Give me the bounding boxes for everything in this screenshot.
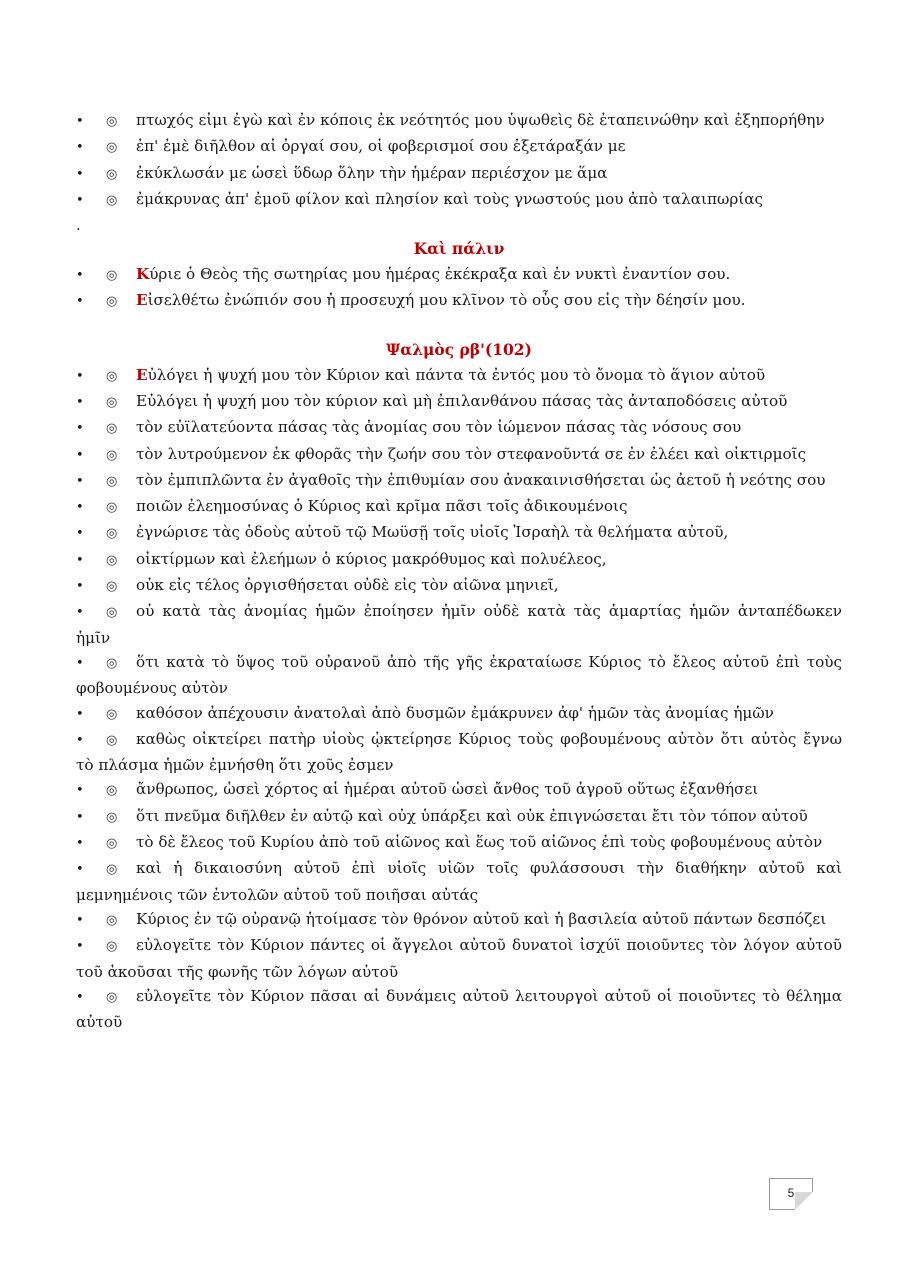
verse-text: καθὼς οἰκτείρει πατὴρ υἱοὺς ᾠκτείρησε Κύριος τοὺς φοβουμένους αὐτὸν ὅτι αὐτὸς ἔγνω τὸ πλάσμα ἡμῶν ἐμνήσθη ὅτι χοῦς ἐσμεν <box>76 729 842 775</box>
verse-text: ἐπ' ἐμὲ διῆλθον αἱ ὀργαί σου, οἱ φοβερισμοί σου ἐξετάραξάν με <box>136 137 626 156</box>
verse-text: ὅτι πνεῦμα διῆλθεν ἐν αὐτῷ καὶ οὐχ ὑπάρξει καὶ οὐκ ἐπιγνώσεται ἔτι τὸν τόπον αὐτοῦ <box>136 806 808 825</box>
spiral-icon: ◎ <box>106 267 118 283</box>
initial-letter: Ε <box>136 365 148 384</box>
bullet-icon: • <box>76 140 84 156</box>
verse-text: τὸν εὐϊλατεύοντα πάσας τὰς ἀνομίας σου τὸν ἰώμενον πάσας τὰς νόσους σου <box>136 418 742 437</box>
spiral-icon: ◎ <box>106 552 118 568</box>
document-page <box>76 108 842 1034</box>
verse-line <box>76 363 842 389</box>
bullet-icon: • <box>76 526 84 542</box>
spiral-icon: ◎ <box>106 447 118 463</box>
bullet-icon: • <box>76 421 84 437</box>
verse-text: καὶ ἡ δικαιοσύνη αὐτοῦ ἐπὶ υἱοῖς υἱῶν τοῖς φυλάσσουσι τὴν διαθήκην αὐτοῦ καὶ μεμνημένοις τῶν ἐντολῶν αὐτοῦ τοῦ ποιῆσαι αὐτάς <box>76 859 842 904</box>
initial-letter: Κ <box>136 264 150 283</box>
spiral-icon: ◎ <box>106 836 118 852</box>
spiral-icon: ◎ <box>106 294 118 310</box>
verse-text: ὐλόγει ἡ ψυχή μου τὸν Κύριον καὶ πάντα τὰ ἐντός μου τὸ ὄνομα τὸ ἅγιον αὐτοῦ <box>147 365 766 384</box>
verse-line <box>76 520 842 546</box>
verse-text: πτωχός εἰμι ἐγὼ καὶ ἐν κόποις ἐκ νεότητός μου ὑψωθεὶς δὲ ἐταπεινώθην καὶ ἐξηπορήθην <box>136 111 825 129</box>
spiral-icon: ◎ <box>106 655 118 671</box>
verse-line <box>76 547 842 573</box>
verse-text: ἐκύκλωσάν με ὡσεὶ ὕδωρ ὅλην τὴν ἡμέραν περιέσχον με ἅμα <box>136 163 608 182</box>
verse-text: ἐμάκρυνας ἀπ' ἐμοῦ φίλον καὶ πλησίον καὶ τοὺς γνωστούς μου ἀπὸ ταλαιπωρίας <box>136 189 764 208</box>
spiral-icon: ◎ <box>106 394 118 410</box>
verse-line <box>76 442 842 468</box>
bullet-icon: • <box>76 579 84 595</box>
bullet-icon: • <box>76 989 84 1005</box>
bullet-icon: • <box>76 114 84 129</box>
verse-text: εὐλογεῖτε τὸν Κύριον πᾶσαι αἱ δυνάμεις αὐτοῦ λειτουργοὶ αὐτοῦ οἱ ποιοῦντες τὸ θέλημα αὐτοῦ <box>76 986 842 1032</box>
spiral-icon: ◎ <box>106 114 118 129</box>
verse-line <box>76 389 842 415</box>
verse-text: οὐ κατὰ τὰς ἀνομίας ἡμῶν ἐποίησεν ἡμῖν οὐδὲ κατὰ τὰς ἁμαρτίας ἡμῶν ἀνταπέδωκεν ἡμῖν <box>76 602 842 647</box>
stray-period: . <box>76 216 81 235</box>
page-number: 5 <box>769 1178 813 1210</box>
spiral-icon: ◎ <box>106 862 118 878</box>
spiral-icon: ◎ <box>106 579 118 595</box>
bullet-icon: • <box>76 783 84 799</box>
verse-line <box>76 777 842 803</box>
verse-text: οἰκτίρμων καὶ ἐλεήμων ὁ κύριος μακρόθυμος καὶ πολυέλεος, <box>136 549 607 568</box>
verse-text: ποιῶν ἐλεημοσύνας ὁ Κύριος καὶ κρῖμα πᾶσι τοῖς ἀδικουμένοις <box>136 497 628 516</box>
verse-line <box>76 933 842 984</box>
verse-line <box>76 599 842 650</box>
section-heading: Καὶ πάλιν <box>413 239 505 259</box>
verse-text: Κύριος ἐν τῷ οὐρανῷ ἡτοίμασε τὸν θρόνον αὐτοῦ καὶ ἡ βασιλεία αὐτοῦ πάντων δεσπόζει <box>136 909 827 928</box>
verse-text: εὐλογεῖτε τὸν Κύριον πάντες οἱ ἄγγελοι αὐτοῦ δυνατοὶ ἰσχύϊ ποιοῦντες τὸν λόγον αὐτοῦ τοῦ ἀκοῦσαι τῆς φωνῆς τῶν λόγων αὐτοῦ <box>76 936 842 981</box>
verse-text: καθόσον ἀπέχουσιν ἀνατολαὶ ἀπὸ δυσμῶν ἐμάκρυνεν ἀφ' ἡμῶν τὰς ἀνομίας ἡμῶν <box>136 703 774 722</box>
spiral-icon: ◎ <box>106 140 118 156</box>
verse-line <box>76 830 842 856</box>
spiral-icon: ◎ <box>106 605 118 621</box>
psalm-heading: Ψαλμὸς ρβ'(102) <box>386 340 532 360</box>
verse-line <box>76 187 842 213</box>
bullet-icon: • <box>76 862 84 878</box>
spiral-icon: ◎ <box>106 939 118 955</box>
verse-line <box>76 804 842 830</box>
verse-text: ὅτι κατὰ τὸ ὕψος τοῦ οὐρανοῦ ἀπὸ τῆς γῆς ἐκραταίωσε Κύριος τὸ ἔλεος αὐτοῦ ἐπὶ τοὺς φοβουμένους αὐτὸν <box>76 652 842 698</box>
bullet-icon: • <box>76 473 84 489</box>
spiral-icon: ◎ <box>106 809 118 825</box>
verse-text: Εὐλόγει ἡ ψυχή μου τὸν κύριον καὶ μὴ ἐπιλανθάνου πάσας τὰς ἀνταποδόσεις αὐτοῦ <box>136 391 788 410</box>
verse-line <box>76 701 842 727</box>
verse-line <box>76 108 842 134</box>
spiral-icon: ◎ <box>106 166 118 182</box>
spiral-icon: ◎ <box>106 783 118 799</box>
verse-line <box>76 161 842 187</box>
psalm-verses <box>76 389 842 1034</box>
spiral-icon: ◎ <box>106 473 118 489</box>
verse-text: ἐγνώρισε τὰς ὁδοὺς αὐτοῦ τῷ Μωϋσῇ τοῖς υἱοῖς Ἰσραὴλ τὰ θελήματα αὐτοῦ, <box>136 523 729 542</box>
verse-line <box>76 415 842 441</box>
spiral-icon: ◎ <box>106 192 118 208</box>
verse-line <box>76 907 842 933</box>
verse-line <box>76 288 842 314</box>
bullet-icon: • <box>76 500 84 516</box>
spiral-icon: ◎ <box>106 732 118 748</box>
verse-line <box>76 494 842 520</box>
bullet-icon: • <box>76 166 84 182</box>
verse-text: τὸν ἐμπιπλῶντα ἐν ἀγαθοῖς τὴν ἐπιθυμίαν σου ἀνακαινισθήσεται ὡς ἀετοῦ ἡ νεότης σου <box>136 470 826 489</box>
bullet-icon: • <box>76 732 84 748</box>
spiral-icon: ◎ <box>106 368 118 384</box>
bullet-icon: • <box>76 706 84 722</box>
bullet-icon: • <box>76 368 84 384</box>
bullet-icon: • <box>76 836 84 852</box>
verse-text: ἰσελθέτω ἐνώπιόν σου ἡ προσευχή μου κλῖνον τὸ οὖς σου εἰς τὴν δέησίν μου. <box>147 291 746 310</box>
bullet-icon: • <box>76 605 84 621</box>
verse-line <box>76 262 842 288</box>
verse-line <box>76 573 842 599</box>
bullet-icon: • <box>76 655 84 671</box>
bullet-icon: • <box>76 447 84 463</box>
verse-text: οὐκ εἰς τέλος ὀργισθήσεται οὐδὲ εἰς τὸν αἰῶνα μηνιεῖ, <box>136 576 559 595</box>
verse-text: ύριε ὁ Θεὸς τῆς σωτηρίας μου ἡμέρας ἐκέκραξα καὶ ἐν νυκτὶ ἐναντίον σου. <box>149 264 731 283</box>
initial-letter: Ε <box>136 291 148 310</box>
verse-line <box>76 727 842 778</box>
verse-line <box>76 856 842 907</box>
spiral-icon: ◎ <box>106 526 118 542</box>
bullet-icon: • <box>76 267 84 283</box>
verse-text: ἄνθρωπος, ὡσεὶ χόρτος αἱ ἡμέραι αὐτοῦ ὡσεὶ ἄνθος τοῦ ἀγροῦ οὕτως ἐξανθήσει <box>136 780 759 799</box>
bullet-icon: • <box>76 939 84 955</box>
spiral-icon: ◎ <box>106 706 118 722</box>
bullet-icon: • <box>76 394 84 410</box>
bullet-icon: • <box>76 552 84 568</box>
spiral-icon: ◎ <box>106 421 118 437</box>
verse-line <box>76 650 842 701</box>
verse-text: τὸν λυτρούμενον ἐκ φθορᾶς τὴν ζωήν σου τὸν στεφανοῦντά σε ἐν ἐλέει καὶ οἰκτιρμοῖς <box>136 444 807 463</box>
bullet-icon: • <box>76 912 84 928</box>
verse-line <box>76 984 842 1035</box>
verse-line <box>76 468 842 494</box>
spiral-icon: ◎ <box>106 912 118 928</box>
verse-line <box>76 134 842 160</box>
spiral-icon: ◎ <box>106 989 118 1005</box>
bullet-icon: • <box>76 294 84 310</box>
verse-text: τὸ δὲ ἔλεος τοῦ Κυρίου ἀπὸ τοῦ αἰῶνος καὶ ἕως τοῦ αἰῶνος ἐπὶ τοὺς φοβουμένους αὐτὸν <box>136 833 823 852</box>
bullet-icon: • <box>76 809 84 825</box>
spiral-icon: ◎ <box>106 500 118 516</box>
bullet-icon: • <box>76 192 84 208</box>
